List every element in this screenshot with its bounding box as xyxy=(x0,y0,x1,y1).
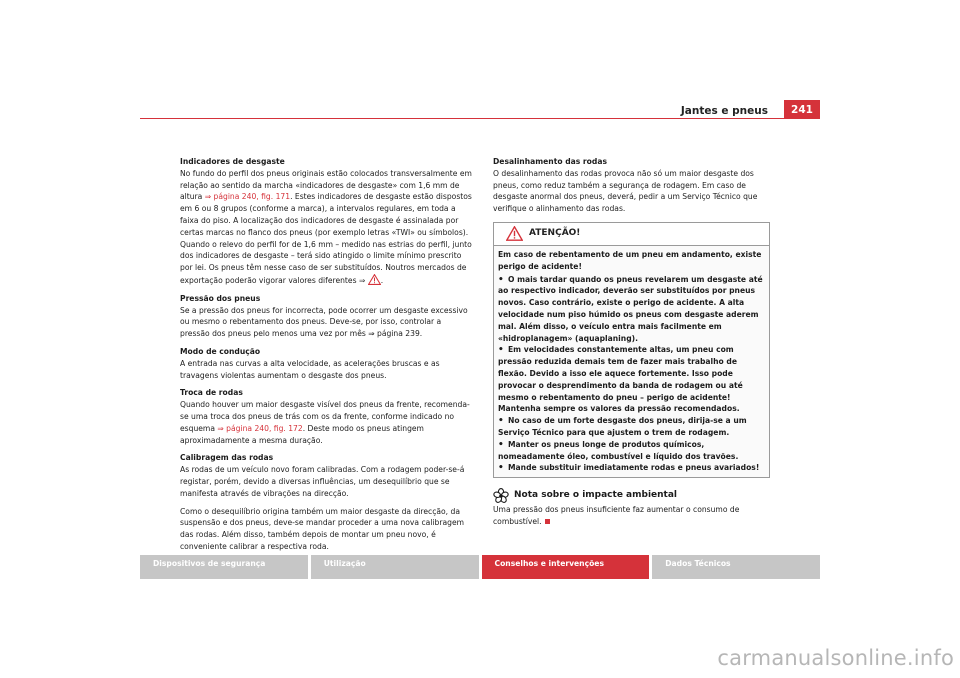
section-wheel-balancing xyxy=(180,452,472,552)
warning-triangle-icon[interactable] xyxy=(368,274,384,285)
section-wheel-rotation xyxy=(180,387,472,446)
warning-item xyxy=(498,344,765,415)
environment-flower-icon xyxy=(493,488,509,504)
section-text: A entrada nas curvas a alta velocidade, as acelerações bruscas e as travagens violentas aumentam o desgaste dos pneus. xyxy=(180,358,440,380)
section-text: Como o desequilíbrio origina também um maior desgaste da direcção, da suspensão e dos pneus, deve-se mandar proceder a uma nova calibragem das rodas. Além disso, também depois de montar um pneu novo, é conveniente calibrar a respectiva roda. xyxy=(180,506,465,551)
warning-intro: Em caso de rebentamento de um pneu em andamento, existe perigo de acidente! xyxy=(498,249,762,271)
section-text: O desalinhamento das rodas provoca não só um maior desgaste dos pneus, como reduz também a segurança de rodagem. Em caso de desgaste anormal dos pneus, deverá, pedir a um Serviço Técnico que verifique o alinhamento das rodas. xyxy=(493,168,758,214)
page-title: Jantes e pneus xyxy=(680,105,768,117)
red-square-icon xyxy=(545,519,550,524)
section-heading: Troca de rodas xyxy=(180,388,243,398)
left-column xyxy=(180,156,472,559)
warning-item xyxy=(498,462,765,474)
warning-box xyxy=(493,222,770,478)
footer-tab-label: Utilização xyxy=(323,559,366,568)
section-heading: Desalinhamento das rodas xyxy=(493,157,607,166)
environment-header xyxy=(493,488,770,504)
warning-triangle-icon xyxy=(506,226,523,241)
text-part: . Deste modo os pneus atingem aproximadamente a mesma duração. xyxy=(180,423,424,445)
section-text: Se a pressão dos pneus for incorrecta, pode ocorrer um desgaste excessivo ou mesmo o rebentamento dos pneus. Deve-se, por isso, controlar a pressão dos pneus pelo menos uma vez por mês ⇒ página 239. xyxy=(180,305,468,339)
footer-tab-label: Dispositivos de segurança xyxy=(153,559,266,568)
bullet: • xyxy=(498,274,504,285)
footer-tab-label: Dados Técnicos xyxy=(665,559,731,568)
bullet: • xyxy=(498,416,504,427)
warning-item-text: O mais tardar quando os pneus revelarem um desgaste até ao respectivo indicador, deverão ser substituídos por pneus novos. Caso contrário, existe o perigo de acidente. A alta velocidade num piso húmido os pneus com desgaste aderem mal. Além disso, o veículo entra mais facilmente em «hidroplanagem» (aquaplaning). xyxy=(498,274,763,343)
text-part: Quando houver um maior desgaste visível dos pneus da frente, recomenda-se uma troca dos pneus de trás com os da frente, conforme indicado no esquema xyxy=(180,400,470,433)
section-text: As rodas de um veículo novo foram calibradas. Com a rodagem poder-se-á registar, porém, devido a diversas influências, um desequilíbrio que se manifesta através de vibrações na direcção. xyxy=(180,465,465,498)
section-heading: Indicadores de desgaste xyxy=(180,157,285,166)
section-text xyxy=(180,168,472,287)
warning-item-text: Manter os pneus longe de produtos químicos, nomeadamente óleo, combustível e líquido dos travões. xyxy=(498,439,739,461)
header-divider xyxy=(140,118,820,119)
warning-item-text: No caso de um forte desgaste dos pneus, dirija-se a um Serviço Técnico para que ajustem o trem de rodagem. xyxy=(498,416,747,437)
watermark: carmanualsonline.info xyxy=(717,646,954,670)
reference-arrow: ⇒ xyxy=(358,275,366,285)
footer-tab-tips[interactable] xyxy=(482,555,650,579)
footer-tab-technical-data[interactable] xyxy=(652,555,820,579)
text-part: . xyxy=(380,275,384,285)
warning-item xyxy=(498,415,765,439)
section-heading: Pressão dos pneus xyxy=(180,293,261,303)
text-part: Uma pressão dos pneus insuficiente faz aumentar o consumo de combustível. xyxy=(493,505,740,526)
text-part: . Estes indicadores de desgaste estão dispostos em 6 ou 8 grupos (conforme a marca), a intervalos regulares, em toda a faixa do piso. A localização dos indicadores de desgaste é assinalada por certas marcas no flanco dos pneus (por exemplo letras «TWI» ou símbolos). Quando o relevo do perfil for de 1,6 mm – medido nas estrias do perfil, junto dos indicadores de desgaste – terá sido atingido o limite mínimo prescrito por lei. Os pneus têm nesse caso de ser substituídos. Noutros mercados de exportação poderão vigorar valores diferentes xyxy=(180,192,472,285)
warning-title: ATENÇÃO! xyxy=(529,228,581,239)
warning-item-text: Em velocidades constantemente altas, um pneu com pressão reduzida demais tem de fazer mais trabalho de flexão. Devido a isso ele aquece fortemente. Isso pode provocar o desprendimento da banda de rodagem ou até mesmo o rebentamento do pneu – perigo de acidente! Mantenha sempre os valores da pressão recomendados. xyxy=(498,345,743,414)
bullet: • xyxy=(498,439,504,450)
warning-item xyxy=(498,274,765,345)
page-reference-link[interactable]: ⇒ página 240, fig. 171 xyxy=(204,192,291,202)
warning-item xyxy=(498,439,765,463)
section-heading: Modo de condução xyxy=(180,346,261,356)
footer-nav xyxy=(140,555,820,579)
page-number: 241 xyxy=(784,100,820,119)
environment-title: Nota sobre o impacte ambiental xyxy=(514,490,678,501)
footer-tab-label: Conselhos e intervenções xyxy=(494,559,604,568)
footer-tab-safety[interactable] xyxy=(140,555,308,579)
warning-item-text: Mande substituir imediatamente rodas e pneus avariados! xyxy=(508,463,760,473)
section-heading: Calibragem das rodas xyxy=(180,453,274,463)
environment-text xyxy=(493,504,770,528)
section-text xyxy=(180,399,472,446)
warning-header xyxy=(494,223,769,246)
section-misalignment xyxy=(493,156,770,215)
warning-body xyxy=(494,246,769,474)
section-driving-style xyxy=(180,346,472,381)
right-column xyxy=(493,156,770,528)
text-part: No fundo do perfil dos pneus originais estão colocados transversalmente em relação ao sentido da marcha «indicadores de desgaste» com 1,6 mm de altura xyxy=(180,168,472,202)
footer-tab-usage[interactable] xyxy=(311,555,479,579)
section-wear-indicators xyxy=(180,156,472,287)
bullet: • xyxy=(498,463,504,474)
section-tyre-pressure xyxy=(180,293,472,340)
bullet: • xyxy=(498,345,504,356)
page-reference-link[interactable]: ⇒ página 240, fig. 172 xyxy=(217,423,303,433)
